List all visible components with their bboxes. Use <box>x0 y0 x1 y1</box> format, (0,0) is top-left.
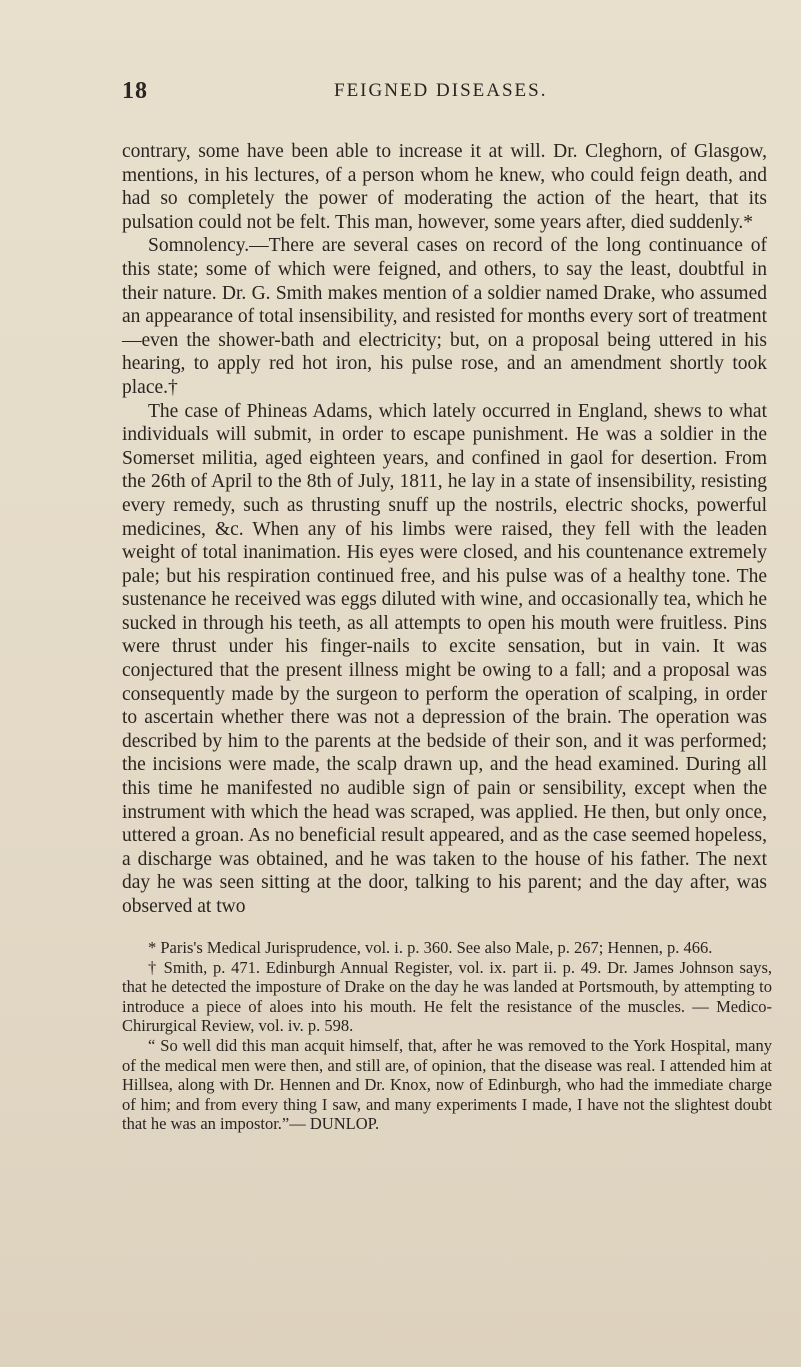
paragraph-phineas-adams: The case of Phineas Adams, which lately occurred in England, shews to what individuals will submit, in order to escape punishment. He was a soldier in the Somerset militia, aged eighteen years, and confined in gaol for desertion. From the 26th of April to the 8th of July, 1811, he lay in a state of insensibility, resisting every remedy, such as thrusting snuff up the nostrils, electric shocks, powerful medicines, &c. When any of his limbs were raised, they fell with the leaden weight of total inanimation. His eyes were closed, and his countenance extremely pale; but his respiration continued free, and his pulse was of a healthy tone. The sustenance he received was eggs diluted with wine, and occasionally tea, which he sucked in through his teeth, as all attempts to open his mouth were fruitless. Pins were thrust under his finger-nails to excite sensation, but in vain. It was conjectured that the present illness might be owing to a fall; and a proposal was consequently made by the surgeon to perform the operation of scalping, in order to ascertain whether there was not a depression of the brain. The operation was described by him to the parents at the bedside of their son, and it was performed; the incisions were made, the scalp drawn up, and the head examined. During all this time he manifested no audible sign of pain or sensibility, except when the instrument with which the head was scraped, was applied. He then, but only once, uttered a groan. As no beneficial result appeared, and as the case seemed hopeless, a discharge was obtained, and he was taken to the house of his father. The next day he was seen sitting at the door, talking to his parent; and the day after, was observed at two <box>122 400 767 917</box>
footnote: † Smith, p. 471. Edinburgh Annual Register, vol. ix. part ii. p. 49. Dr. James Johnson says, that he detected the imposture of Drake on the day he was landed at Portsmouth, by attempting to introduce a piece of aloes into his mouth. He felt the resistance of the muscles. — Medico-Chirurgical Review, vol. iv. p. 598. <box>122 957 772 1036</box>
footnote: * Paris's Medical Jurisprudence, vol. i. p. 360. See also Male, p. 267; Hennen, p. 466. <box>148 938 713 957</box>
body-text <box>122 140 767 919</box>
running-head: FEIGNED DISEASES. <box>334 80 548 101</box>
footnote-quote: “ So well did this man acquit himself, that, after he was removed to the York Hospital, many of the medical men were then, and still are, of opinion, that the disease was real. I attended him at Hillsea, along with Dr. Hennen and Dr. Knox, now of Edinburgh, who had the immediate charge of him; and from every thing I saw, and many experiments I made, I have not the slightest doubt that he was an impostor.”— DUNLOP. <box>122 1035 772 1134</box>
paragraph: contrary, some have been able to increase it at will. Dr. Cleghorn, of Glasgow, mentions, in his lectures, of a person whom he knew, who could feign death, and had so completely the power of moderating the action of the heart, that its pulsation could not be felt. This man, however, some years after, died suddenly.* <box>122 141 767 233</box>
page-number: 18 <box>122 78 148 104</box>
footnotes <box>122 938 772 1134</box>
page-header <box>122 78 762 108</box>
paragraph-somnolency: Somnolency.—There are several cases on record of the long continuance of this state; some of which were feigned, and others, to say the least, doubtful in their nature. Dr. G. Smith makes mention of a soldier named Drake, who assumed an appearance of total insensibility, and resisted for months every sort of treatment—even the shower-bath and electricity; but, on a proposal being uttered in his hearing, to apply red hot iron, his pulse rose, and an amendment shortly took place.† <box>122 235 767 398</box>
